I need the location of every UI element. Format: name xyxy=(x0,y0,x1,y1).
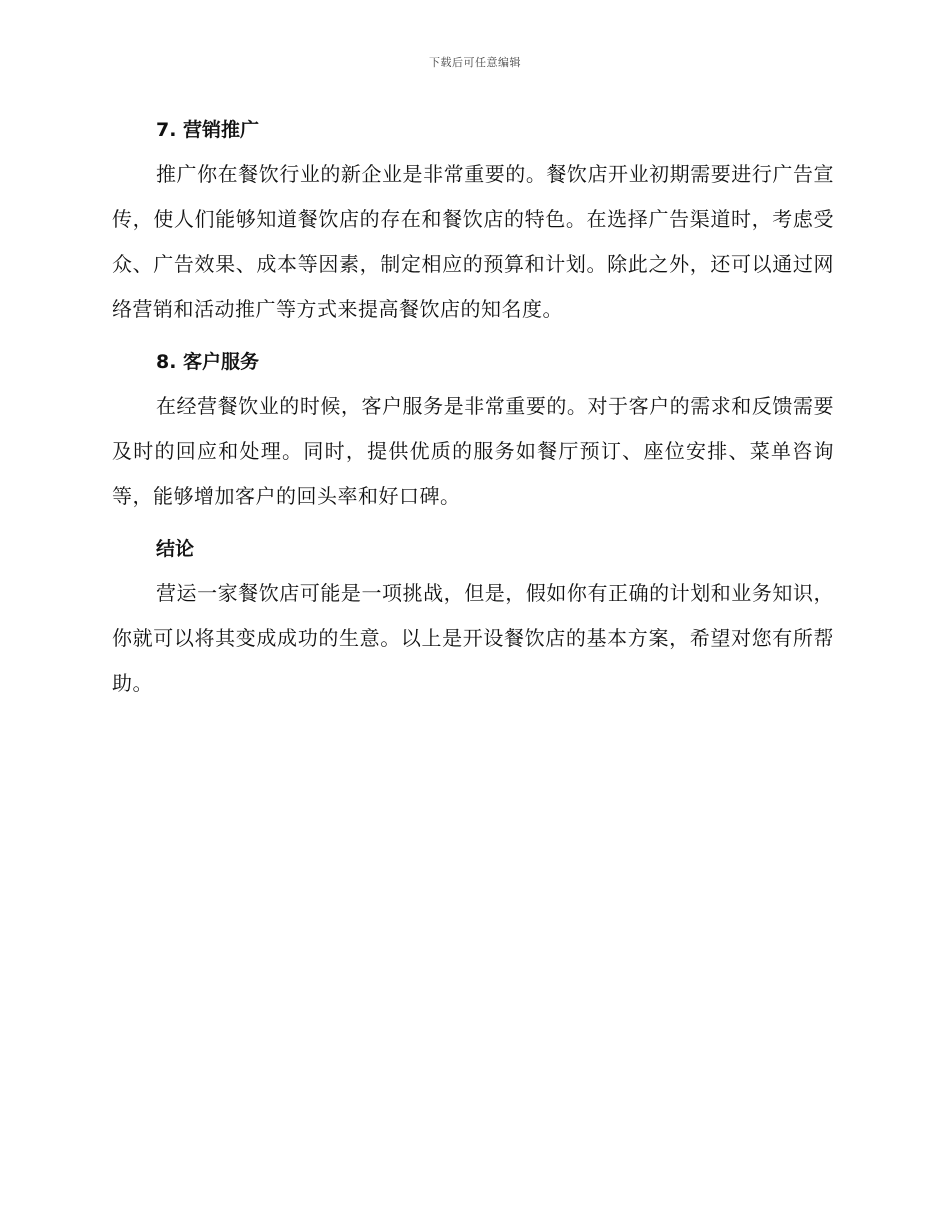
section-heading-customer-service: 8. 客户服务 xyxy=(156,351,260,373)
paragraph-marketing: 推广你在餐饮行业的新企业是非常重要的。餐饮店开业初期需要进行广告宣传，使人们能够知道餐饮店的存在和餐饮店的特色。在选择广告渠道时，考虑受众、广告效果、成本等因素，制定相应的预算和计划。除此之外，还可以通过网络营销和活动推广等方式来提高餐饮店的知名度。 xyxy=(112,162,834,321)
header-note: 下载后可任意编辑 xyxy=(429,56,521,69)
section-heading-marketing: 7. 营销推广 xyxy=(156,119,260,141)
document-body xyxy=(112,108,834,714)
paragraph-customer-service: 在经营餐饮业的时候，客户服务是非常重要的。对于客户的需求和反馈需要及时的回应和处理。同时，提供优质的服务如餐厅预订、座位安排、菜单咨询等，能够增加客户的回头率和好口碑。 xyxy=(112,394,834,508)
section-heading-conclusion: 结论 xyxy=(156,538,195,560)
paragraph-conclusion: 营运一家餐饮店可能是一项挑战，但是，假如你有正确的计划和业务知识，你就可以将其变成成功的生意。以上是开设餐饮店的基本方案，希望对您有所帮助。 xyxy=(112,581,834,695)
